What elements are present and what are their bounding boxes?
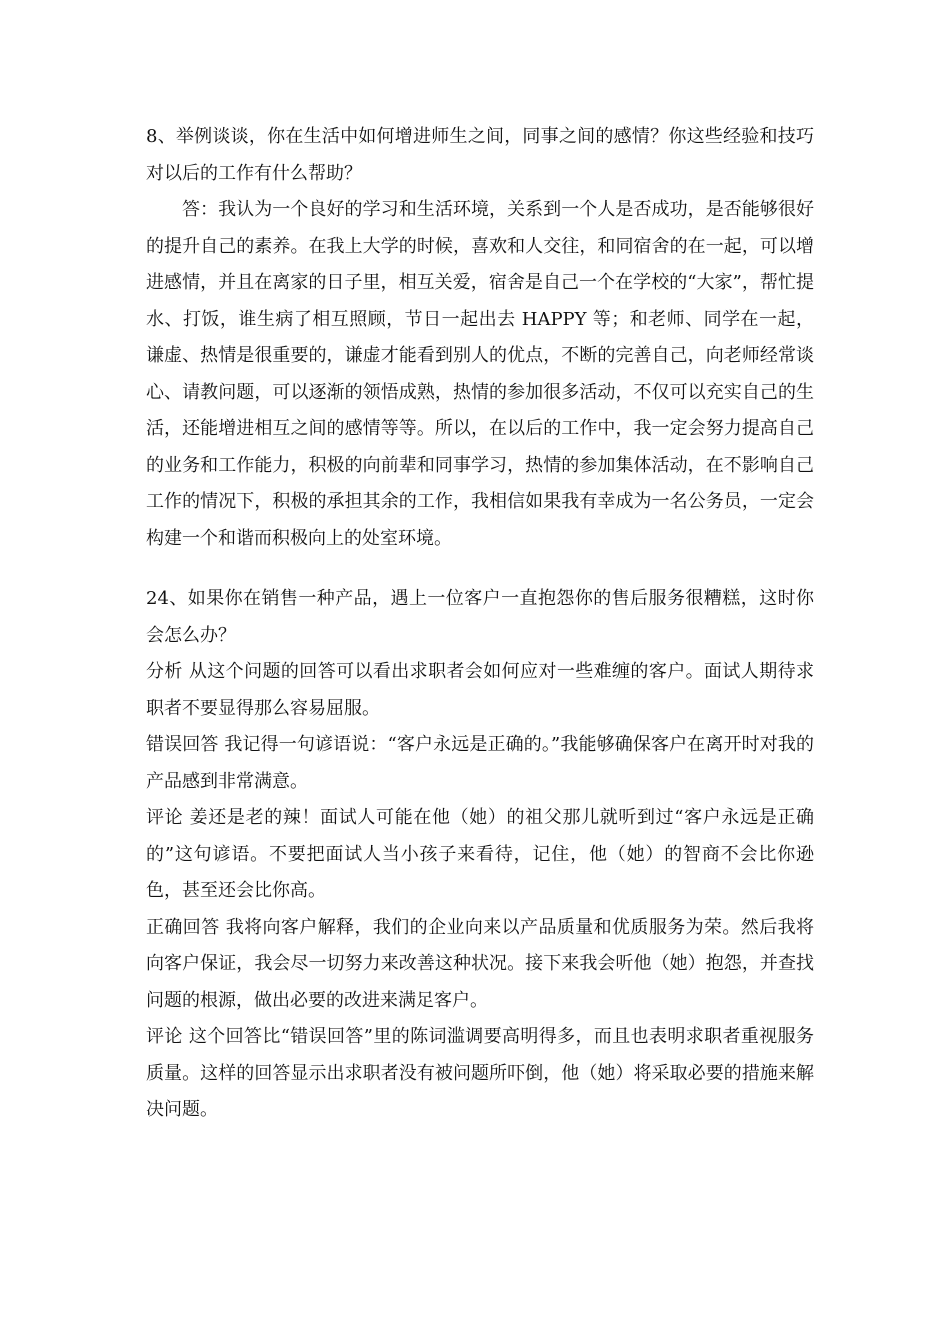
correct-answer-paragraph: 正确回答 我将向客户解释，我们的企业向来以产品质量和优质服务为荣。然后我将向客户保证，我会尽一切努力来改善这种状况。接下来我会听他（她）抱怨，并查找问题的根源，做出必要的改进来满足客户。 [146, 916, 814, 1011]
comment-paragraph-1: 评论 姜还是老的辣！面试人可能在他（她）的祖父那儿就听到过“客户永远是正确的”这句谚语。不要把面试人当小孩子来看待，记住，他（她）的智商不会比你逊色，甚至还会比你高。 [146, 807, 814, 901]
question-8: 8、举例谈谈，你在生活中如何增进师生之间，同事之间的感情？你这些经验和技巧对以后的工作有什么帮助？ [146, 126, 814, 184]
section-gap [146, 557, 814, 581]
analysis-paragraph: 分析 从这个问题的回答可以看出求职者会如何应对一些难缠的客户。面试人期待求职者不要显得那么容易屈服。 [146, 661, 814, 719]
question-24: 24、如果你在销售一种产品，遇上一位客户一直抱怨你的售后服务很糟糕，这时你会怎么办？ [146, 588, 814, 646]
comment-paragraph-2: 评论 这个回答比“错误回答”里的陈词滥调要高明得多，而且也表明求职者重视服务质量。这样的回答显示出求职者没有被问题所吓倒，他（她）将采取必要的措施来解决问题。 [146, 1026, 814, 1120]
answer-8: 答：我认为一个良好的学习和生活环境，关系到一个人是否成功，是否能够很好的提升自己的素养。在我上大学的时候，喜欢和人交往，和同宿舍的在一起，可以增进感情，并且在离家的日子里，相互关爱，宿舍是自己一个在学校的“大家”，帮忙提水、打饭，谁生病了相互照顾，节日一起出去 HAPPY 等；和老师、同学在一起，谦虚、热情是很重要的，谦虚才能看到别人的优点，不断的完善自己，向老师经常谈心、请教问题，可以逐渐的领悟成熟，热情的参加很多活动，不仅可以充实自己的生活，还能增进相互之间的感情等等。所以，在以后的工作中，我一定会努力提高自己的业务和工作能力，积极的向前辈和同事学习，热情的参加集体活动，在不影响自己工作的情况下，积极的承担其余的工作，我相信如果我有幸成为一名公务员，一定会构建一个和谐而积极向上的处室环境。 [146, 199, 814, 549]
document-body [146, 119, 814, 1129]
wrong-answer-paragraph: 错误回答 我记得一句谚语说：“客户永远是正确的。”我能够确保客户在离开时对我的产品感到非常满意。 [146, 734, 814, 792]
